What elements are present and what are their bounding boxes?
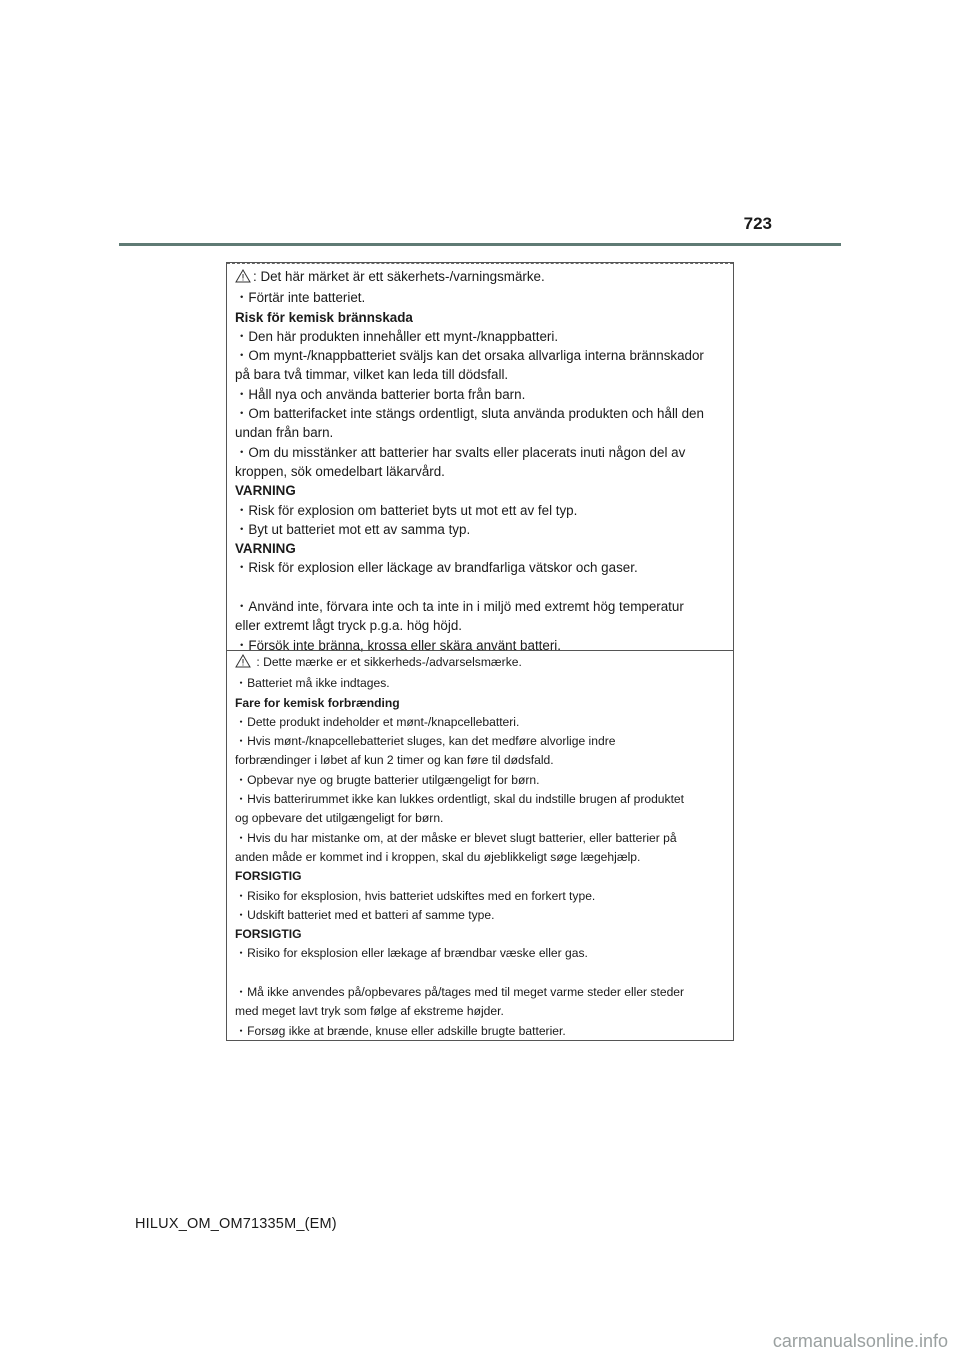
danish-line: ・Udskift batteriet med et batteri af samme type. <box>235 907 495 922</box>
swedish-line: ・Risk för explosion eller läckage av brandfarliga vätskor och gaser. <box>235 560 638 576</box>
danish-line: og opbevare det utilgængeligt for børn. <box>235 811 444 826</box>
danish-line: ・Opbevar nye og brugte batterier utilgængeligt for børn. <box>235 772 540 787</box>
footer-document-code: HILUX_OM_OM71335M_(EM) <box>135 1216 337 1232</box>
swedish-line: ・Om mynt-/knappbatteriet sväljs kan det orsaka allvarliga interna brännskador <box>235 348 704 364</box>
swedish-line: ・Om batterifacket inte stängs ordentligt, sluta använda produkten och håll den <box>235 406 704 422</box>
top-dashed-border <box>227 263 733 264</box>
danish-warning-symbol-line <box>235 653 725 674</box>
danish-line: ・Hvis du har mistanke om, at der måske er blevet slugt batterier, eller batterier på <box>235 830 677 845</box>
swedish-line: ・Håll nya och använda batterier borta från barn. <box>235 386 526 402</box>
swedish-section <box>235 267 725 655</box>
danish-lines <box>235 674 725 1041</box>
swedish-warning-symbol-line <box>235 267 725 288</box>
danish-line: ・Forsøg ikke at brænde, knuse eller adskille brugte batterier. <box>235 1023 566 1038</box>
swedish-line: undan från barn. <box>235 425 334 441</box>
page-number: 723 <box>743 214 772 233</box>
danish-line: forbrændinger i løbet af kun 2 timer og kan føre til dødsfald. <box>235 753 554 768</box>
danish-line: med meget lavt tryk som følge af ekstreme højder. <box>235 1004 504 1019</box>
danish-line: Fare for kemisk forbrænding <box>235 695 400 710</box>
danish-line: ・Hvis mønt-/knapcellebatteriet sluges, kan det medføre alvorlige indre <box>235 734 616 749</box>
warning-box <box>226 262 734 1041</box>
danish-line: ・Hvis batterirummet ikke kan lukkes ordentligt, skal du indstille brugen af produktet <box>235 792 685 807</box>
danish-line: ・Batteriet må ikke indtages. <box>235 676 390 691</box>
swedish-lines <box>235 288 725 655</box>
danish-line: FORSIGTIG <box>235 927 302 942</box>
header-rule <box>119 243 841 246</box>
swedish-line: ・Använd inte, förvara inte och ta inte in i miljö med extremt hög temperatur <box>235 599 684 615</box>
section-divider <box>227 650 733 651</box>
danish-line: FORSIGTIG <box>235 869 302 884</box>
danish-line: ・Risiko for eksplosion, hvis batteriet udskiftes med en forkert type. <box>235 888 596 903</box>
swedish-line: ・Risk för explosion om batteriet byts ut mot ett av fel typ. <box>235 502 578 518</box>
swedish-line: ・Försök inte bränna, krossa eller skära använt batteri. <box>235 637 561 653</box>
watermark: carmanualsonline.info <box>772 1331 948 1351</box>
swedish-line <box>235 578 725 597</box>
swedish-line: eller extremt lågt tryck p.g.a. hög höjd. <box>235 618 463 634</box>
danish-line: anden måde er kommet ind i kroppen, skal du øjeblikkeligt søge lægehjælp. <box>235 849 641 864</box>
swedish-line: ・Förtär inte batteriet. <box>235 290 366 306</box>
warning-triangle-icon <box>235 654 251 674</box>
danish-line: ・Dette produkt indeholder et mønt-/knapcellebatteri. <box>235 714 520 729</box>
danish-line: ・Må ikke anvendes på/opbevares på/tages med til meget varme steder eller steder <box>235 985 685 1000</box>
danish-section <box>235 653 725 1041</box>
warning-triangle-icon <box>235 269 251 288</box>
danish-line <box>235 964 725 983</box>
swedish-line: ・Den här produkten innehåller ett mynt-/knappbatteri. <box>235 328 559 344</box>
swedish-line: Risk för kemisk brännskada <box>235 309 413 325</box>
swedish-line: ・Byt ut batteriet mot ett av samma typ. <box>235 521 471 537</box>
danish-line: ・Risiko for eksplosion eller lækage af brændbar væske eller gas. <box>235 946 588 961</box>
swedish-warning-symbol-text: : Det här märket är ett säkerhets-/varningsmärke. <box>253 269 545 284</box>
swedish-line: på bara två timmar, vilket kan leda till dödsfall. <box>235 367 509 383</box>
swedish-line: ・Om du misstänker att batterier har svalts eller placerats inuti någon del av <box>235 444 686 460</box>
danish-warning-symbol-text: : Dette mærke er et sikkerheds-/advarselsmærke. <box>253 655 522 669</box>
swedish-line: VARNING <box>235 541 296 557</box>
swedish-line: VARNING <box>235 483 296 499</box>
swedish-line: kroppen, sök omedelbart läkarvård. <box>235 463 445 479</box>
